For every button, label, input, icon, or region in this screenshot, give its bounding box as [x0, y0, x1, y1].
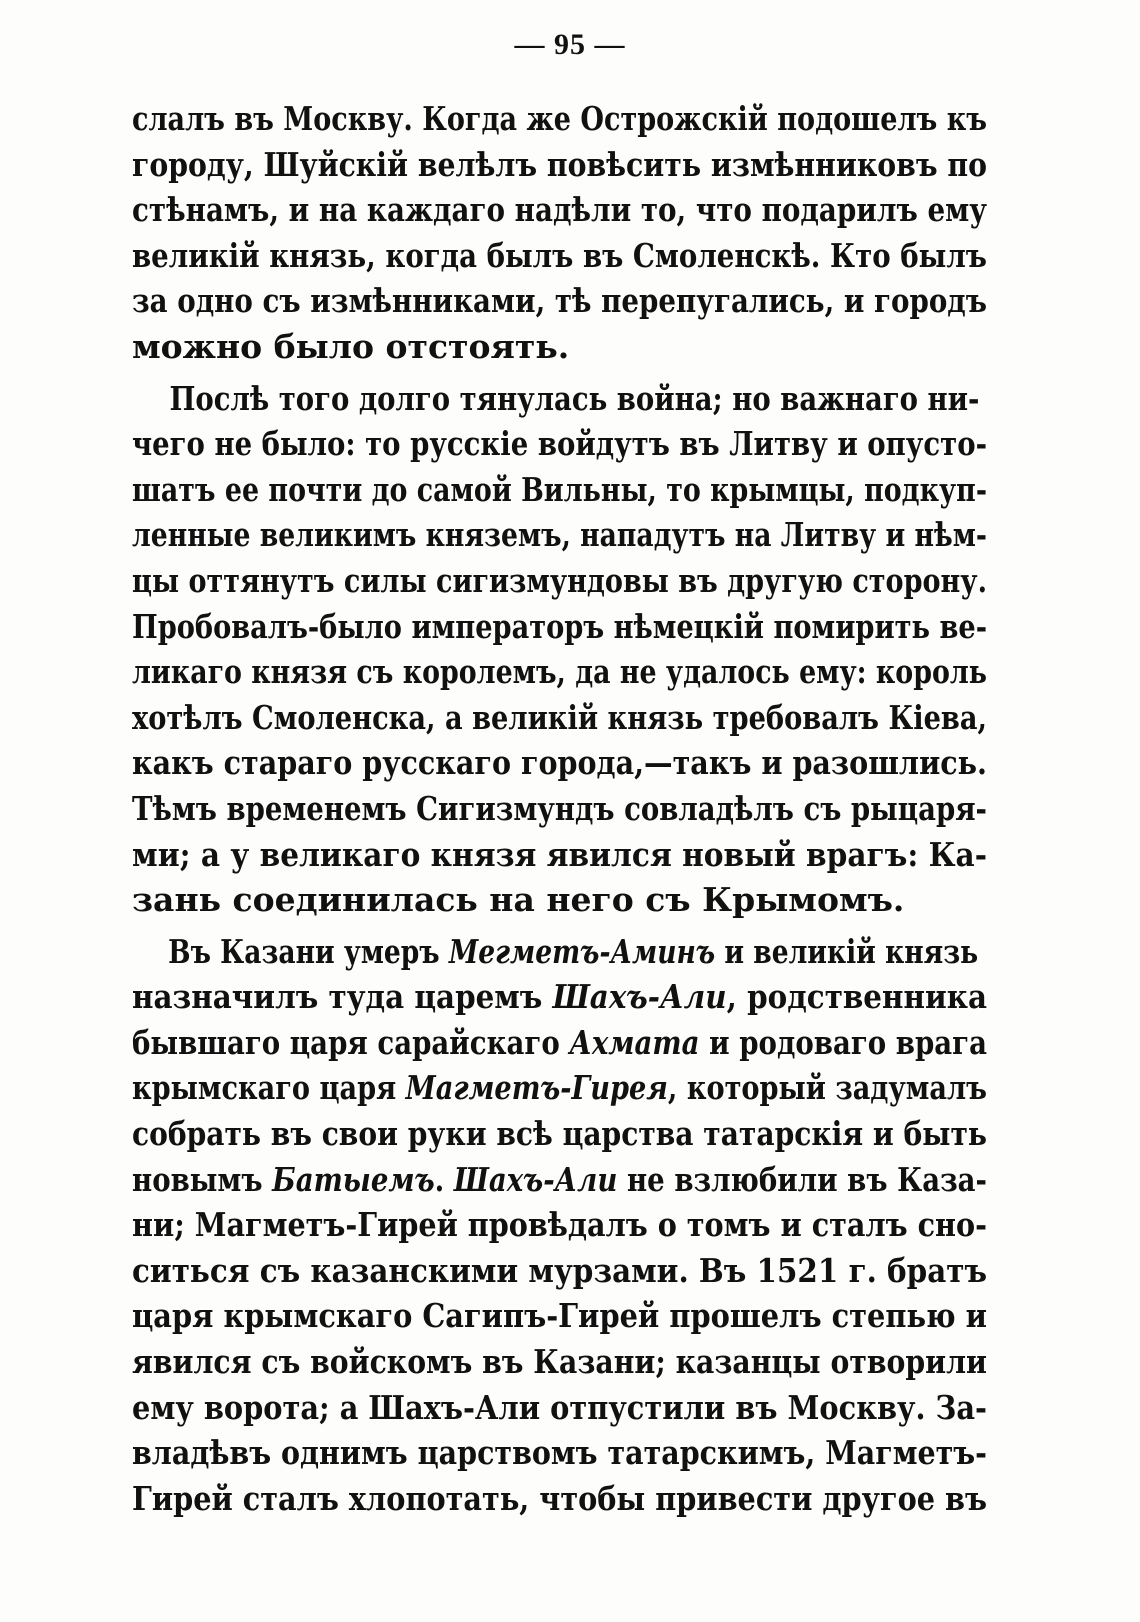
italic-name: Мегметъ-Аминъ — [448, 931, 716, 971]
text-line: можно было отстоять. — [132, 326, 570, 366]
text-line: за одно съ измѣнниками, тѣ перепугались, и городъ — [132, 281, 987, 321]
text-line: Въ Казани умеръ Мегметъ-Аминъ и великій князь — [168, 931, 979, 971]
italic-name: Магметъ-Гирея — [405, 1068, 668, 1108]
text-line: ситься съ казанскими мурзами. Въ 1521 г. братъ — [132, 1250, 987, 1290]
text-line: чего не было: то русскіе войдутъ въ Литву и опусто- — [132, 424, 987, 464]
text-line: стѣнамъ, и на каждаго надѣли то, что подарилъ ему — [132, 190, 987, 230]
paragraph-1 — [132, 96, 987, 370]
text-line: ми; а у великаго князя явился новый врагъ: Ка- — [132, 834, 987, 874]
text-line: царя крымскаго Сагипъ-Гирей прошелъ степью и — [132, 1296, 987, 1336]
text-line: новымъ Батыемъ. Шахъ-Али не взлюбили въ Каза- — [132, 1159, 987, 1199]
italic-name: Ахмата — [569, 1022, 700, 1062]
text-line: зань соединилась на него съ Крымомъ. — [132, 880, 905, 920]
text-line: городу, Шуйскій велѣлъ повѣсить измѣнниковъ по — [132, 144, 987, 184]
text-line: шатъ ее почти до самой Вильны, то крымцы, подкуп- — [132, 469, 987, 509]
italic-name: Батыемъ — [272, 1159, 435, 1199]
text-line: бывшаго царя сарайскаго Ахмата и родоваго врага — [132, 1022, 987, 1062]
text-line: великій князь, когда былъ въ Смоленскѣ. Кто былъ — [132, 235, 987, 275]
text-line: владѣвъ однимъ царствомъ татарскимъ, Магметъ- — [132, 1433, 987, 1473]
text-line: ни; Магметъ-Гирей провѣдалъ о томъ и сталъ сно- — [132, 1205, 987, 1245]
text-line: хотѣлъ Смоленска, а великій князь требовалъ Кіева, — [132, 697, 987, 737]
text-line: какъ стараго русскаго города,—такъ и разошлись. — [132, 743, 987, 783]
text-line: крымскаго царя Магметъ-Гирея, который задумалъ — [132, 1068, 987, 1108]
italic-name: Шахъ-Али — [453, 1159, 618, 1199]
text-line: ему ворота; а Шахъ-Али отпустили въ Москву. За- — [132, 1387, 987, 1427]
text-line: Гирей сталъ хлопотать, чтобы привести другое въ — [132, 1478, 987, 1518]
text-line: собрать въ свои руки всѣ царства татарскія и быть — [132, 1114, 987, 1154]
italic-name: Шахъ-Али — [552, 977, 727, 1017]
text-line: Тѣмъ временемъ Сигизмундъ совладѣлъ съ рыцаря- — [132, 788, 987, 828]
body-text — [132, 96, 987, 1521]
text-line: цы оттянутъ силы сигизмундовы въ другую сторону. — [132, 560, 987, 600]
text-line: слалъ въ Москву. Когда же Острожскій подошелъ къ — [132, 99, 987, 138]
text-line: назначилъ туда царемъ Шахъ-Али, родственника — [132, 977, 987, 1017]
text-line: ленные великимъ княземъ, нападутъ на Литву и нѣм- — [132, 515, 987, 555]
page-number: — 95 — — [514, 28, 626, 61]
text-line: Послѣ того долго тянулась война; но важнаго ни- — [169, 378, 980, 418]
paragraph-2 — [132, 376, 987, 923]
text-line: Пробовалъ-было императоръ нѣмецкій помирить ве- — [132, 606, 987, 646]
paragraph-3 — [132, 929, 987, 1522]
text-line: явился съ войскомъ въ Казани; казанцы отворили — [132, 1342, 987, 1382]
text-line: ликаго князя съ королемъ, да не удалось ему: король — [132, 652, 987, 692]
